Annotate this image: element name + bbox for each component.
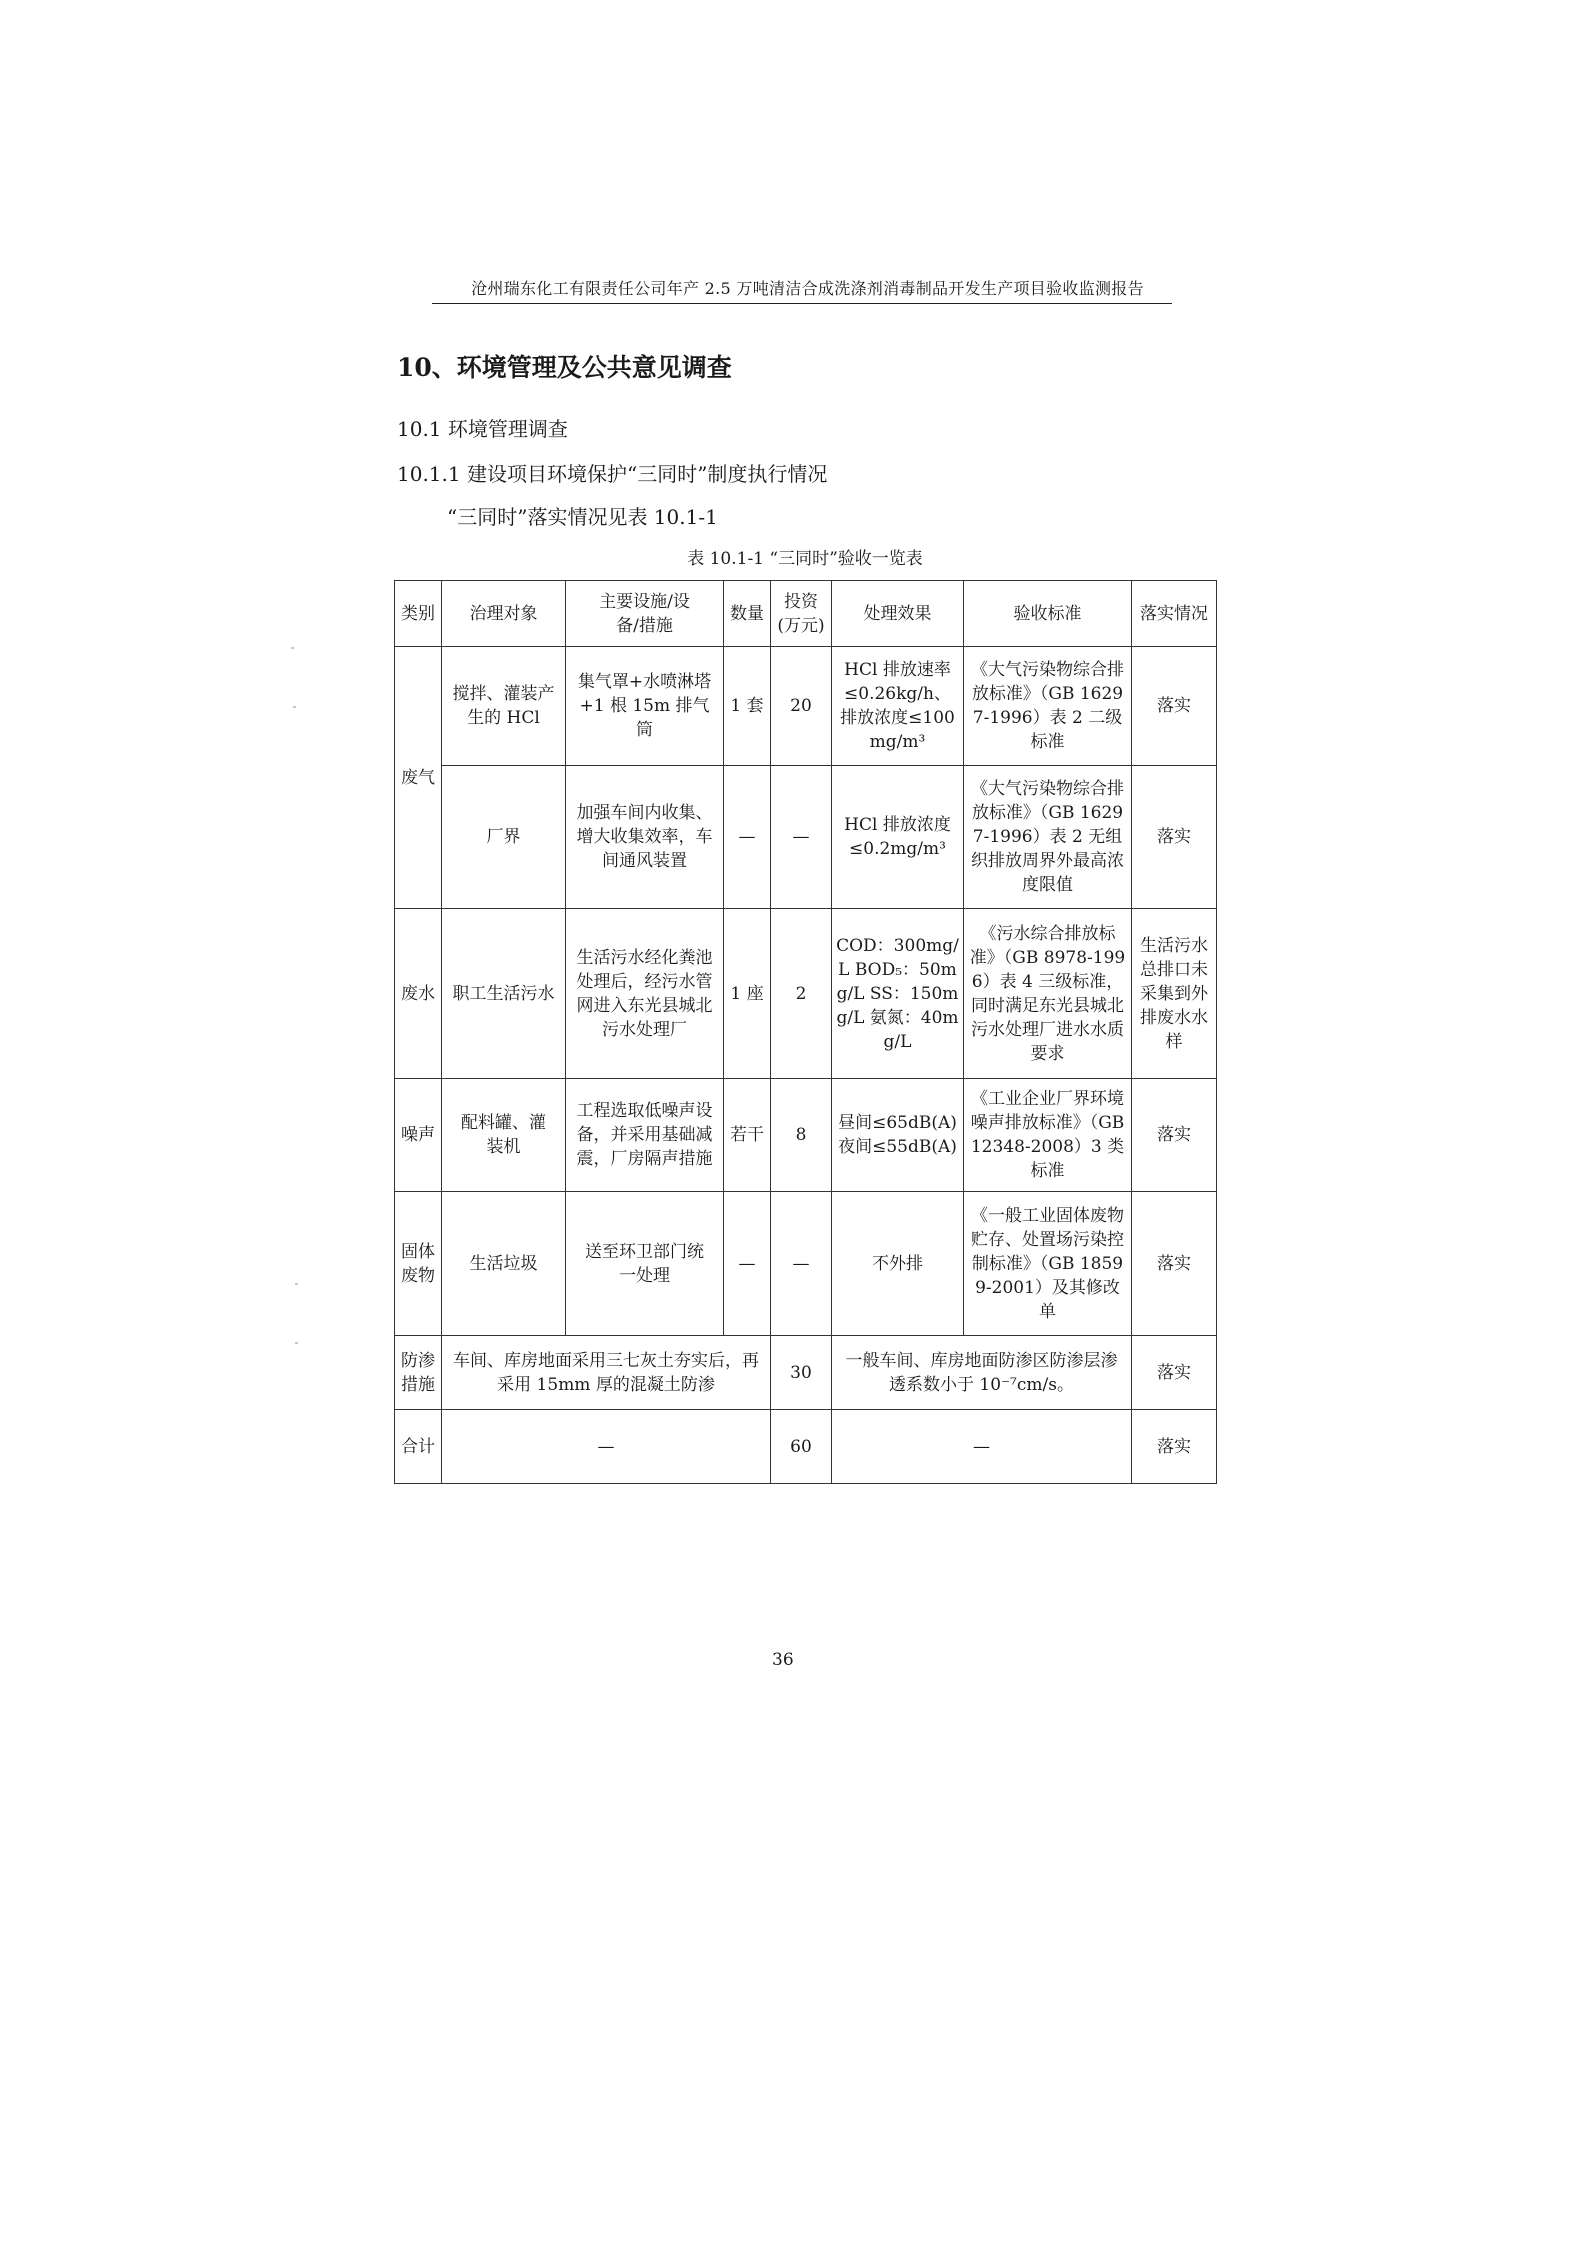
- cell-standard: 《污水综合排放标准》（GB 8978-1996）表 4 三级标准，同时满足东光县城北污水处理厂进水水质要求: [964, 909, 1132, 1079]
- table-row: [395, 1336, 1217, 1410]
- scan-speck: [295, 1342, 298, 1344]
- table-row: [395, 1079, 1217, 1192]
- chapter-title: 10、环境管理及公共意见调查: [397, 353, 732, 382]
- table-row: [395, 1192, 1217, 1336]
- cell-category: 固体废物: [395, 1192, 442, 1336]
- cell-standard: 《一般工业固体废物贮存、处置场污染控制标准》（GB 18599-2001）及其修改单: [964, 1192, 1132, 1336]
- cell-facility: 集气罩+水喷淋塔+1 根 15m 排气筒: [566, 647, 724, 766]
- cell-standard: 《工业企业厂界环境噪声排放标准》（GB 12348-2008）3 类标准: [964, 1079, 1132, 1192]
- cell-facility: 车间、库房地面采用三七灰土夯实后，再采用 15mm 厚的混凝土防渗: [442, 1336, 771, 1410]
- header-qty: 数量: [724, 581, 771, 647]
- header-standard: 验收标准: [964, 581, 1132, 647]
- cell-target: 配料罐、灌装机: [442, 1079, 566, 1192]
- subsection-heading: 10.1.1 建设项目环境保护“三同时”制度执行情况: [397, 462, 828, 486]
- cell-category: 噪声: [395, 1079, 442, 1192]
- cell-facility: 加强车间内收集、增大收集效率，车间通风装置: [566, 766, 724, 909]
- table-header-row: [395, 581, 1217, 647]
- cell-status: 落实: [1132, 1079, 1217, 1192]
- header-effect: 处理效果: [832, 581, 964, 647]
- cell-facility: —: [442, 1410, 771, 1484]
- scan-speck: [295, 1283, 298, 1285]
- cell-target: 职工生活污水: [442, 909, 566, 1079]
- cell-category: 合计: [395, 1410, 442, 1484]
- cell-category: 废水: [395, 909, 442, 1079]
- scan-speck: [291, 647, 294, 649]
- cell-invest: 8: [771, 1079, 832, 1192]
- cell-qty: 1 座: [724, 909, 771, 1079]
- cell-invest: 30: [771, 1336, 832, 1410]
- cell-qty: 1 套: [724, 647, 771, 766]
- cell-effect: 昼间≤65dB(A) 夜间≤55dB(A): [832, 1079, 964, 1192]
- cell-status: 落实: [1132, 766, 1217, 909]
- page-number: 36: [772, 1650, 794, 1670]
- cell-qty: —: [724, 1192, 771, 1336]
- intro-paragraph: “三同时”落实情况见表 10.1-1: [447, 505, 718, 529]
- cell-invest: 2: [771, 909, 832, 1079]
- cell-effect: 一般车间、库房地面防渗区防渗层渗透系数小于 10⁻⁷cm/s。: [832, 1336, 1132, 1410]
- cell-status: 落实: [1132, 1336, 1217, 1410]
- cell-target: 搅拌、灌装产生的 HCl: [442, 647, 566, 766]
- table-row: [395, 766, 1217, 909]
- cell-target: 生活垃圾: [442, 1192, 566, 1336]
- cell-status: 落实: [1132, 1410, 1217, 1484]
- cell-category: 防渗措施: [395, 1336, 442, 1410]
- cell-invest: 60: [771, 1410, 832, 1484]
- cell-status: 落实: [1132, 647, 1217, 766]
- header-facility: 主要设施/设备/措施: [566, 581, 724, 647]
- section-heading: 10.1 环境管理调查: [397, 417, 568, 441]
- cell-facility: 生活污水经化粪池处理后，经污水管网进入东光县城北污水处理厂: [566, 909, 724, 1079]
- cell-effect: COD：300mg/L BOD₅：50mg/L SS：150mg/L 氨氮：40mg/L: [832, 909, 964, 1079]
- cell-standard: 《大气污染物综合排放标准》（GB 16297-1996）表 2 无组织排放周界外最高浓度限值: [964, 766, 1132, 909]
- cell-effect: 不外排: [832, 1192, 964, 1336]
- header-status: 落实情况: [1132, 581, 1217, 647]
- header-invest: 投资(万元): [771, 581, 832, 647]
- header-rule: [432, 303, 1172, 304]
- cell-qty: —: [724, 766, 771, 909]
- cell-invest: —: [771, 766, 832, 909]
- header-category: 类别: [395, 581, 442, 647]
- header-target: 治理对象: [442, 581, 566, 647]
- cell-target: 厂界: [442, 766, 566, 909]
- cell-effect: —: [832, 1410, 1132, 1484]
- table-row: [395, 909, 1217, 1079]
- cell-effect: HCl 排放浓度≤0.2mg/m³: [832, 766, 964, 909]
- cell-status: 生活污水总排口未采集到外排废水水样: [1132, 909, 1217, 1079]
- table-row: [395, 1410, 1217, 1484]
- cell-facility: 送至环卫部门统一处理: [566, 1192, 724, 1336]
- cell-facility: 工程选取低噪声设备，并采用基础减震，厂房隔声措施: [566, 1079, 724, 1192]
- table-caption: 表 10.1-1 “三同时”验收一览表: [687, 549, 923, 569]
- cell-qty: 若干: [724, 1079, 771, 1192]
- cell-invest: 20: [771, 647, 832, 766]
- table-row: [395, 647, 1217, 766]
- cell-effect: HCl 排放速率≤0.26kg/h、排放浓度≤100mg/m³: [832, 647, 964, 766]
- cell-category: 废气: [395, 647, 442, 909]
- cell-status: 落实: [1132, 1192, 1217, 1336]
- cell-standard: 《大气污染物综合排放标准》（GB 16297-1996）表 2 二级标准: [964, 647, 1132, 766]
- three-simultaneous-table: [394, 580, 1217, 1484]
- running-header: 沧州瑞东化工有限责任公司年产 2.5 万吨清洁合成洗涤剂消毒制品开发生产项目验收监测报告: [471, 279, 1144, 298]
- cell-invest: —: [771, 1192, 832, 1336]
- scan-speck: [293, 706, 296, 708]
